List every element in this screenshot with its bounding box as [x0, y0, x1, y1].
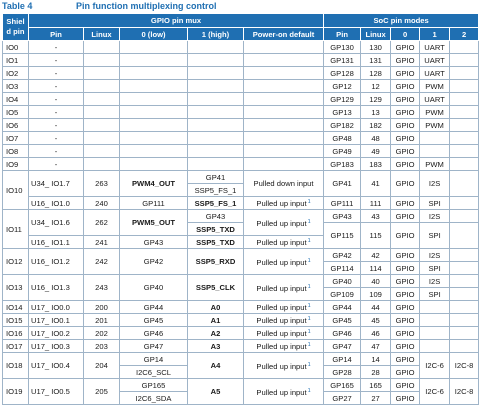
soc-pin-cell: GP130 [324, 41, 361, 54]
table-title: Pin function multiplexing control [76, 1, 217, 11]
mode0-cell: GPIO [391, 288, 420, 301]
mode1-cell: UART [420, 41, 450, 54]
footnote-marker: 1 [307, 361, 311, 368]
mode0-cell: GPIO [391, 392, 420, 405]
footnote-marker: 1 [307, 257, 311, 264]
soc-linux-cell: 49 [361, 145, 391, 158]
soc-linux-cell: 129 [361, 93, 391, 106]
mux-low-cell: GP44 [120, 301, 188, 314]
shield-pin-cell: IO18 [3, 353, 29, 379]
mode2-cell: I2C-8 [450, 353, 479, 379]
shield-pin-cell: IO15 [3, 314, 29, 327]
table-row [3, 171, 479, 184]
mux-pin-cell: - [29, 41, 84, 54]
header-shield-pin: Shiel d pin [3, 14, 29, 41]
header-pin: Pin [29, 28, 84, 41]
footnote-marker: 1 [307, 316, 311, 322]
mux-high-cell: SSP5_CLK [188, 275, 244, 301]
mux-pin-cell: U17_ IO0.5 [29, 379, 84, 405]
mode0-cell: GPIO [391, 275, 420, 288]
table-row [3, 275, 479, 288]
soc-pin-cell: GP13 [324, 106, 361, 119]
mux-high-cell: A2 [188, 327, 244, 340]
mode0-cell: GPIO [391, 314, 420, 327]
soc-linux-cell: 27 [361, 392, 391, 405]
shield-pin-cell: IO9 [3, 158, 29, 171]
soc-pin-cell: GP28 [324, 366, 361, 379]
mux-pin-cell: U16_ IO1.1 [29, 236, 84, 249]
mux-pin-cell: U16_ IO1.0 [29, 197, 84, 210]
soc-pin-cell: GP114 [324, 262, 361, 275]
soc-linux-cell: 109 [361, 288, 391, 301]
mux-pin-cell: U16_ IO1.3 [29, 275, 84, 301]
soc-linux-cell: 115 [361, 223, 391, 249]
soc-pin-cell: GP45 [324, 314, 361, 327]
mode0-cell: GPIO [391, 301, 420, 314]
power-on-default-cell: Pulled up input$^1$ [244, 210, 324, 236]
soc-pin-cell: GP27 [324, 392, 361, 405]
mode0-cell: GPIO [391, 132, 420, 145]
footnote-marker: 1 [307, 199, 311, 205]
mux-low-cell: GP47 [120, 340, 188, 353]
mode0-cell: GPIO [391, 366, 420, 379]
soc-linux-cell: 46 [361, 327, 391, 340]
mode1-cell: PWM [420, 80, 450, 93]
soc-pin-cell: GP46 [324, 327, 361, 340]
mode0-cell: GPIO [391, 210, 420, 223]
mux-pin-cell: U17_ IO0.1 [29, 314, 84, 327]
soc-linux-cell: 13 [361, 106, 391, 119]
soc-pin-cell: GP12 [324, 80, 361, 93]
mux-high-cell: SSP5_TXD [188, 236, 244, 249]
table-row [3, 67, 479, 80]
soc-linux-cell: 28 [361, 366, 391, 379]
mux-high-cell: GP43 [188, 210, 244, 223]
soc-linux-cell: 48 [361, 132, 391, 145]
mode1-cell: PWM [420, 119, 450, 132]
header-row-columns [3, 28, 479, 41]
mux-high-cell: A4 [188, 353, 244, 379]
mux-high-cell: SSP5_RXD [188, 249, 244, 275]
power-on-default-cell: Pulled up input$^1$ [244, 379, 324, 405]
soc-pin-cell: GP115 [324, 223, 361, 249]
footnote-marker: 1 [307, 342, 311, 348]
table-row [3, 327, 479, 340]
footnote-marker: 1 [307, 283, 311, 290]
soc-linux-cell: 41 [361, 171, 391, 197]
shield-pin-cell: IO16 [3, 327, 29, 340]
mux-pin-cell: - [29, 106, 84, 119]
mode1-cell: PWM [420, 106, 450, 119]
mode0-cell: GPIO [391, 54, 420, 67]
table-row [3, 80, 479, 93]
header-linux: Linux [84, 28, 120, 41]
mux-linux-cell: 241 [84, 236, 120, 249]
mux-low-cell: GP46 [120, 327, 188, 340]
mux-pin-cell: - [29, 67, 84, 80]
mode1-cell: UART [420, 93, 450, 106]
header-mode-0: 0 [391, 28, 420, 41]
soc-pin-cell: GP14 [324, 353, 361, 366]
mode1-cell: I2S [420, 275, 450, 288]
power-on-default-cell: Pulled up input$^1$ [244, 327, 324, 340]
soc-linux-cell: 40 [361, 275, 391, 288]
mode0-cell: GPIO [391, 119, 420, 132]
footnote-marker: 1 [307, 329, 311, 335]
soc-pin-cell: GP111 [324, 197, 361, 210]
mux-linux-cell: 243 [84, 275, 120, 301]
soc-linux-cell: 14 [361, 353, 391, 366]
soc-pin-cell: GP131 [324, 54, 361, 67]
mux-pin-cell: - [29, 132, 84, 145]
mode0-cell: GPIO [391, 171, 420, 197]
soc-linux-cell: 130 [361, 41, 391, 54]
shield-pin-cell: IO11 [3, 210, 29, 249]
shield-pin-cell: IO12 [3, 249, 29, 275]
mux-pin-cell: U16_ IO1.2 [29, 249, 84, 275]
mux-pin-cell: U34_ IO1.6 [29, 210, 84, 236]
soc-linux-cell: 12 [361, 80, 391, 93]
table-row [3, 353, 479, 366]
table-row [3, 301, 479, 314]
mode1-cell: UART [420, 67, 450, 80]
mux-linux-cell: 262 [84, 210, 120, 236]
shield-pin-cell: IO6 [3, 119, 29, 132]
mux-low-cell: GP14 [120, 353, 188, 366]
table-row [3, 158, 479, 171]
mux-high-cell: SSP5_TXD [188, 223, 244, 236]
mode0-cell: GPIO [391, 145, 420, 158]
mux-linux-cell: 200 [84, 301, 120, 314]
mux-low-cell: GP165 [120, 379, 188, 392]
mode1-cell: SPI [420, 223, 450, 249]
mode0-cell: GPIO [391, 67, 420, 80]
soc-pin-cell: GP49 [324, 145, 361, 158]
footnote-marker: 1 [307, 303, 311, 309]
mode1-cell: I2S [420, 171, 450, 197]
mux-high-cell: SSP5_FS_1 [188, 197, 244, 210]
mode1-cell: SPI [420, 262, 450, 275]
mux-low-cell: GP43 [120, 236, 188, 249]
table-row [3, 132, 479, 145]
mode1-cell: I2C-6 [420, 353, 450, 379]
mode1-cell: SPI [420, 288, 450, 301]
shield-pin-cell: IO8 [3, 145, 29, 158]
header-mode-2: 2 [450, 28, 479, 41]
mux-linux-cell: 204 [84, 353, 120, 379]
table-row [3, 54, 479, 67]
header-low: 0 (low) [120, 28, 188, 41]
mux-linux-cell: 240 [84, 197, 120, 210]
soc-linux-cell: 165 [361, 379, 391, 392]
power-on-default-cell: Pulled up input$^1$ [244, 275, 324, 301]
footnote-marker: 1 [307, 238, 311, 244]
mux-pin-cell: - [29, 93, 84, 106]
mux-high-cell: SSP5_FS_1 [188, 184, 244, 197]
soc-pin-cell: GP44 [324, 301, 361, 314]
soc-linux-cell: 183 [361, 158, 391, 171]
mux-pin-cell: U17_ IO0.0 [29, 301, 84, 314]
mux-linux-cell: 263 [84, 171, 120, 197]
power-on-default-cell: Pulled up input$^1$ [244, 353, 324, 379]
mux-high-cell: GP41 [188, 171, 244, 184]
soc-linux-cell: 111 [361, 197, 391, 210]
mux-low-cell: PWM5_OUT [120, 210, 188, 236]
mux-linux-cell: 205 [84, 379, 120, 405]
soc-linux-cell: 43 [361, 210, 391, 223]
mux-low-cell: GP42 [120, 249, 188, 275]
shield-pin-cell: IO5 [3, 106, 29, 119]
footnote-marker: 1 [307, 218, 311, 225]
soc-pin-cell: GP183 [324, 158, 361, 171]
mux-low-cell: GP40 [120, 275, 188, 301]
mode1-cell: I2C-6 [420, 379, 450, 405]
mode0-cell: GPIO [391, 340, 420, 353]
soc-pin-cell: GP128 [324, 67, 361, 80]
mode1-cell: I2S [420, 210, 450, 223]
shield-pin-cell: IO7 [3, 132, 29, 145]
mode1-cell: I2S [420, 249, 450, 262]
header-row-groups [3, 14, 479, 28]
soc-pin-cell: GP40 [324, 275, 361, 288]
table-row [3, 340, 479, 353]
mux-low-cell: GP45 [120, 314, 188, 327]
table-number: Table 4 [2, 1, 33, 11]
power-on-default-cell: Pulled up input$^1$ [244, 314, 324, 327]
mode0-cell: GPIO [391, 379, 420, 392]
mux-low-cell: I2C6_SCL [120, 366, 188, 379]
mux-linux-cell: 202 [84, 327, 120, 340]
header-soc-linux: Linux [361, 28, 391, 41]
mux-high-cell: A1 [188, 314, 244, 327]
shield-pin-cell: IO4 [3, 93, 29, 106]
mux-pin-cell: U34_ IO1.7 [29, 171, 84, 197]
mux-pin-cell: U17_ IO0.3 [29, 340, 84, 353]
pin-mux-table [2, 13, 479, 405]
mux-linux-cell: 201 [84, 314, 120, 327]
table-row [3, 210, 479, 223]
mux-low-cell: I2C6_SDA [120, 392, 188, 405]
power-on-default-cell: Pulled up input$^1$ [244, 340, 324, 353]
soc-linux-cell: 114 [361, 262, 391, 275]
mux-pin-cell: - [29, 158, 84, 171]
mode0-cell: GPIO [391, 223, 420, 249]
mux-pin-cell: U17_ IO0.2 [29, 327, 84, 340]
mux-pin-cell: - [29, 145, 84, 158]
table-row [3, 314, 479, 327]
mode0-cell: GPIO [391, 353, 420, 366]
footnote-marker: 1 [307, 387, 311, 394]
shield-pin-cell: IO10 [3, 171, 29, 210]
mode0-cell: GPIO [391, 262, 420, 275]
soc-pin-cell: GP41 [324, 171, 361, 197]
table-row [3, 197, 479, 210]
soc-pin-cell: GP109 [324, 288, 361, 301]
header-soc-pin: Pin [324, 28, 361, 41]
mux-high-cell: A3 [188, 340, 244, 353]
mode2-cell: I2C-8 [450, 379, 479, 405]
soc-linux-cell: 45 [361, 314, 391, 327]
soc-linux-cell: 44 [361, 301, 391, 314]
mux-low-cell: PWM4_OUT [120, 171, 188, 197]
table-row [3, 119, 479, 132]
soc-pin-cell: GP129 [324, 93, 361, 106]
mux-pin-cell: - [29, 80, 84, 93]
mode0-cell: GPIO [391, 249, 420, 262]
mux-pin-cell: U17_ IO0.4 [29, 353, 84, 379]
shield-pin-cell: IO13 [3, 275, 29, 301]
header-soc-pin-modes: SoC pin modes [324, 14, 479, 28]
mode0-cell: GPIO [391, 93, 420, 106]
mode0-cell: GPIO [391, 158, 420, 171]
mode1-cell: PWM [420, 158, 450, 171]
power-on-default-cell: Pulled up input$^1$ [244, 236, 324, 249]
soc-pin-cell: GP42 [324, 249, 361, 262]
mode1-cell: SPI [420, 197, 450, 210]
soc-pin-cell: GP165 [324, 379, 361, 392]
mode1-cell: UART [420, 54, 450, 67]
soc-pin-cell: GP47 [324, 340, 361, 353]
header-mode-1: 1 [420, 28, 450, 41]
header-gpio-pin-mux: GPIO pin mux [29, 14, 324, 28]
power-on-default-cell: Pulled up input$^1$ [244, 197, 324, 210]
soc-pin-cell: GP182 [324, 119, 361, 132]
mux-high-cell: A0 [188, 301, 244, 314]
shield-pin-cell: IO0 [3, 41, 29, 54]
mux-linux-cell: 203 [84, 340, 120, 353]
soc-pin-cell: GP48 [324, 132, 361, 145]
shield-pin-cell: IO3 [3, 80, 29, 93]
soc-linux-cell: 47 [361, 340, 391, 353]
table-row [3, 379, 479, 392]
soc-linux-cell: 131 [361, 54, 391, 67]
mux-pin-cell: - [29, 119, 84, 132]
power-on-default-cell: Pulled up input$^1$ [244, 249, 324, 275]
shield-pin-cell: IO14 [3, 301, 29, 314]
mux-pin-cell: - [29, 54, 84, 67]
mode0-cell: GPIO [391, 197, 420, 210]
table-row [3, 106, 479, 119]
table-row [3, 145, 479, 158]
mode0-cell: GPIO [391, 327, 420, 340]
mux-high-cell: A5 [188, 379, 244, 405]
table-row [3, 93, 479, 106]
shield-pin-cell: IO19 [3, 379, 29, 405]
table-row [3, 249, 479, 262]
mux-linux-cell: 242 [84, 249, 120, 275]
power-on-default-cell: Pulled down input [244, 171, 324, 197]
header-high: 1 (high) [188, 28, 244, 41]
soc-linux-cell: 128 [361, 67, 391, 80]
soc-pin-cell: GP43 [324, 210, 361, 223]
mode0-cell: GPIO [391, 106, 420, 119]
mode0-cell: GPIO [391, 80, 420, 93]
mux-low-cell: GP111 [120, 197, 188, 210]
mode0-cell: GPIO [391, 41, 420, 54]
table-row [3, 41, 479, 54]
power-on-default-cell: Pulled up input$^1$ [244, 301, 324, 314]
shield-pin-cell: IO1 [3, 54, 29, 67]
soc-linux-cell: 42 [361, 249, 391, 262]
header-power-on-default: Power-on default [244, 28, 324, 41]
shield-pin-cell: IO2 [3, 67, 29, 80]
shield-pin-cell: IO17 [3, 340, 29, 353]
table-caption [2, 1, 217, 12]
soc-linux-cell: 182 [361, 119, 391, 132]
